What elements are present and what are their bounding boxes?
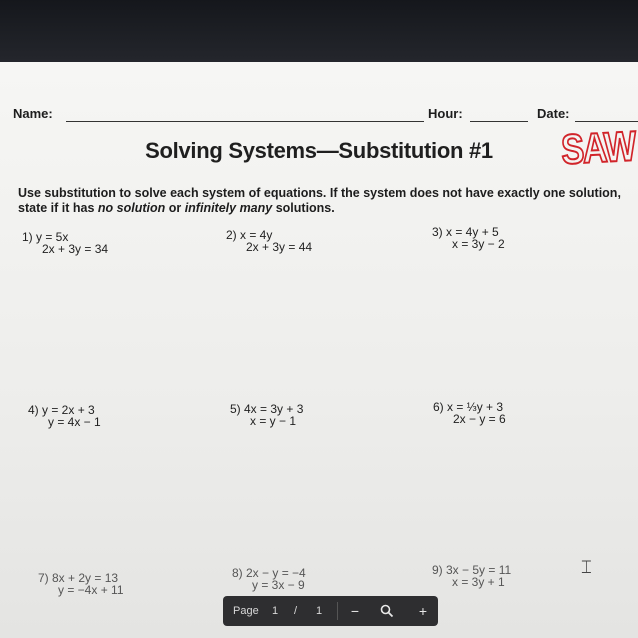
problem-2-eq2: 2x + 3y = 44 <box>246 240 313 254</box>
problem-3 <box>432 226 505 250</box>
problem-6-eq1: 6) x = ⅓y + 3 <box>433 400 504 414</box>
problem-1-eq2: 2x + 3y = 34 <box>42 242 109 256</box>
problem-5-eq1: 5) 4x = 3y + 3 <box>230 402 304 416</box>
problem-3-eq2: x = 3y − 2 <box>452 237 505 251</box>
magnifier-icon[interactable] <box>375 599 399 623</box>
problem-3-eq1: 3) x = 4y + 5 <box>432 225 499 239</box>
problem-2-eq1: 2) x = 4y <box>226 228 273 242</box>
problem-1 <box>22 231 108 255</box>
text-cursor-icon: ⌶ <box>581 557 592 577</box>
current-page-number[interactable]: 1 <box>272 605 279 617</box>
viewer-top-bar <box>0 0 638 62</box>
instructions-part3: solutions. <box>272 201 335 215</box>
problem-7-eq2: y = −4x + 11 <box>58 583 124 597</box>
problem-5 <box>230 403 303 427</box>
problem-6 <box>433 401 506 425</box>
pdf-page-toolbar <box>223 596 438 626</box>
hour-label: Hour: <box>428 106 463 121</box>
problem-7-eq1: 7) 8x + 2y = 13 <box>38 571 119 585</box>
problem-8 <box>232 567 306 591</box>
instructions <box>18 186 628 216</box>
problem-8-eq2: y = 3x − 9 <box>252 578 305 592</box>
instructions-part1: Use substitution to solve each system of equations. If the system does not have exactly one solution, state if it has <box>18 186 621 215</box>
worksheet-title: Solving Systems—Substitution #1 <box>145 138 493 163</box>
problem-5-eq2: x = y − 1 <box>250 414 297 428</box>
problem-8-eq1: 8) 2x − y = −4 <box>232 566 306 580</box>
problem-6-eq2: 2x − y = 6 <box>453 412 506 426</box>
saw-stamp-logo: SAW <box>560 122 636 173</box>
problem-4-eq2: y = 4x − 1 <box>48 415 101 429</box>
problem-9-eq1: 9) 3x − 5y = 11 <box>432 563 512 577</box>
hour-blank <box>470 121 528 122</box>
zoom-in-button[interactable]: + <box>418 603 428 619</box>
instructions-infinitely: infinitely many <box>184 201 273 215</box>
page-separator: / <box>294 605 298 617</box>
problem-1-eq1: 1) y = 5x <box>22 230 69 244</box>
instructions-part2: or <box>165 201 185 215</box>
problem-4 <box>28 404 101 428</box>
zoom-out-button[interactable]: − <box>350 603 360 619</box>
name-blank <box>66 121 424 122</box>
toolbar-divider <box>337 602 338 620</box>
name-label: Name: <box>13 106 53 121</box>
date-label: Date: <box>537 106 570 121</box>
page-label: Page <box>233 605 259 617</box>
instructions-no-solution: no solution <box>97 201 166 215</box>
problem-9 <box>432 564 511 588</box>
problem-9-eq2: x = 3y + 1 <box>452 575 505 589</box>
problem-4-eq1: 4) y = 2x + 3 <box>28 403 95 417</box>
total-pages: 1 <box>316 605 323 617</box>
problem-2 <box>226 229 312 253</box>
problem-7 <box>38 572 124 596</box>
